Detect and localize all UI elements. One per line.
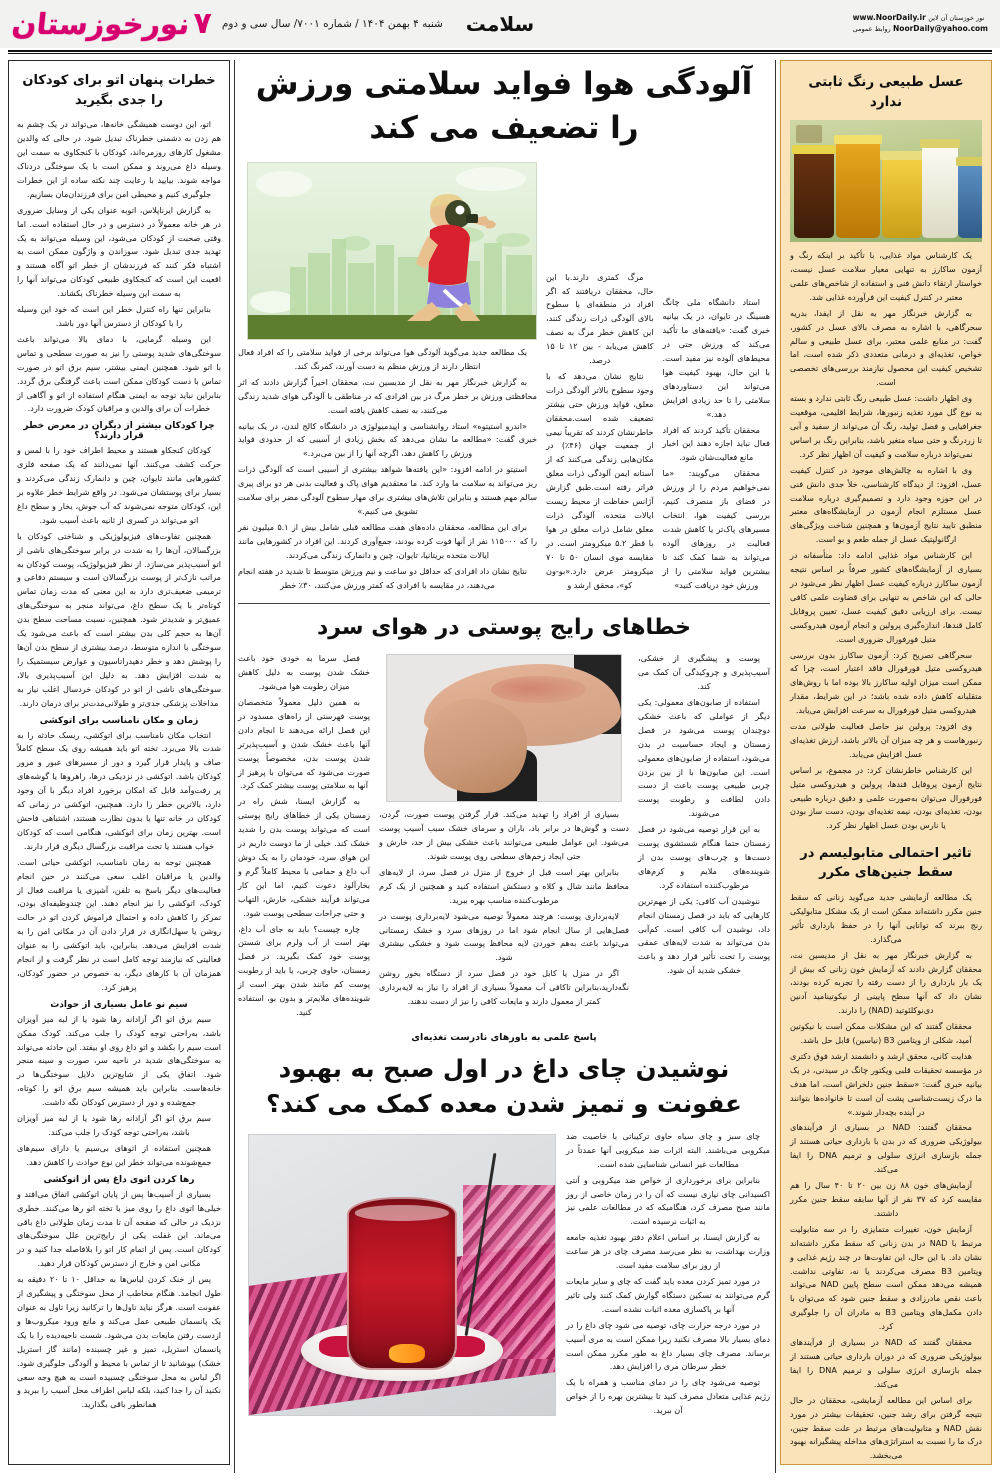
miscarriage-article-title: تاثیر احتمالی متابولیسم در سقط جنین‌های مکرر xyxy=(800,846,972,881)
paragraph: اگر در منزل یا کابل خود در فصل سرد از دستگاه بخور روشن نگه‌دارید،بنابراین تاکافی آب معمولاً بسیاری از افراد را نیاز به لایه‌برداری کمتر از معمول دارند و مایعات کافی را نیز از دست ندهند. xyxy=(379,968,629,1007)
paragraph: به همین دلیل معمولاً متخصصان پوست فهرستی از راه‌های مسدود در این فصل ارائه می‌دهند تا انجام دادن آنها باعث خشک شدن و آسیب‌پذیرتر شدن پوست بدن، مخصوصاً پوست صورت می‌شود که می‌توان با پرهیز از آنها به سلامتی پوست بیشتر کمک کرد. xyxy=(238,697,370,791)
paragraph: اتو، این دوست همیشگی خانه‌ها، می‌تواند در یک چشم به هم زدن به دشمنی خطرناک تبدیل شود. در حالی که والدین مشغول کارهای روزمره‌اند، کودکان با کنجکاوی به سمت این وسیله داغ می‌روند و ممکن است با یک سوختگی دردناک مواجه شوند. بیایید با رعایت چند نکته ساده از این خطرات جلوگیری کنیم و محیطی امن برای فرزندان‌مان بسازیم. xyxy=(17,119,221,199)
paragraph: سحرگاهی تصریح کرد: آزمون ساکارز بدون بررسی هیدروکسی متیل فورفورال فاقد اعتبار است، چرا که ممکن است میزان اولیه ساکارز بالا بوده اما با روش‌های متقلبانه کاهش داده شده باشد؛ در این شرایط، مقدار هیدروکسی متیل فورفورال به سرعت افزایش می‌یابد. xyxy=(790,649,982,716)
subheading: چرا کودکان بیشتر از دیگران در معرض خطر قرار دارند؟ xyxy=(23,421,215,442)
paragraph: پس از خنک کردن لباس‌ها به حداقل ۱۰ تا ۲۰ دقیقه به طول انجامد. هنگام مخاطب از محل سوختگی و پیشگیری از عفونت است. هرگز نباید تاول‌ها را ترکانید زیرا تاول به عنوان یک پانسمان طبیعی عمل می‌کند و مانع ورود میکروب‌ها و ازدست رفتن مایعات بدن می‌شود. شست ناحیه‌دیده را با یک پانسمان استریل، تمیز و غیر چسبنده (مانند گاز استریل خشک) بپوشانید تا از تماس با محیط و آلودگی جلوگیری شود. اگر لباس به محل سوختگی چسبیده است به هیچ وجه سعی نکنید آن را جدا کنید، بلکه لباس اطراف محل آسیب را ببرید و همانطور باقی بگذارید. xyxy=(17,1274,221,1410)
paragraph: این وسیله گرمایی، با دمای بالا می‌تواند باعث سوختگی‌های شدید پوستی را نیز به صورت سطحی و تماس با اتو شود. همچنین ایمنی بیشتر، سیم برق اتو در صورت تماس با دست کودکان ممکن است باعث گرفتگی برق گردد. بنابراین نباید توجه به ایمنی هنگام استفاده از اتو و آگاهی از خطرات آن برای والدین و مراقبان کودک ضرورت دارد. xyxy=(17,333,221,414)
honey-jar xyxy=(836,142,880,238)
paragraph: برای اساس این مطالعه آزمایشی، محققان در حال نتیجه گرفتن برای رشد جنین، تحقیقات بیشتر در مورد نقش NAD و متابولیت‌های مرتبط در علت سقط جنین، درک ما را نسبت به استراتژی‌های مداخله پیشگیرانه بهبود می‌بخشد. xyxy=(790,1394,982,1461)
paragraph: استفاده از صابون‌های معمولی: یکی دیگر از عواملی که باعث خشکی دوچندان پوست می‌شود در فصل زمستان و ایجاد حساسیت در بدن می‌شود، استفاده از صابون‌های معمولی است. این صابون‌ها با از بین بردن چربی طبیعی پوست باعث از دست دادن لطافت و رطوبت پوست می‌شوند. xyxy=(638,697,770,819)
paragraph: نتایج نشان می‌دهد که با وجود سطوح بالاتر آلودگی ذرات معلق، فواید ورزش حتی بیشتر تضعیف شده است.محققان خاطرنشان کردند که تقریباً نیمی از جمعیت جهان (۴۶٪) در مکان‌هایی زندگی می‌کنند که از آستانه ایمن آلودگی ذرات معلق فراتر رفته است.طبق گزارش آژانس حفاظت از محیط زیست ایالات متحده، آلودگی ذرات معلق شامل ذرات معلق در هوا با قطر ۵.۲ میکرومتر است. در مقایسه موی انسان ۵۰ تا ۷۰ میکرومتر عرض دارد.«بو-ون کو»، محقق ارشد و xyxy=(546,370,654,590)
hot-tea-glass-photo xyxy=(248,1134,556,1416)
lead-headline: آلودگی هوا فواید سلامتی ورزش را تضعیف می کند xyxy=(255,66,753,147)
honey-jar xyxy=(922,146,958,238)
paragraph: به این قرار توصیه می‌شود در فصل زمستان حتما هنگام شستشوی پوست دست‌ها و چرب‌های پوست بدن از شوینده‌های ملایم و کرم‌های مرطوب‌کننده استفاده کرد. xyxy=(638,824,770,890)
skin-headline: خطاهای رایج پوستی در هوای سرد xyxy=(316,615,692,641)
paragraph: لایه‌برداری پوست: هرچند معمولاً توصیه می‌شود لایه‌برداری پوست در فصل‌هایی از سال انجام شود اما در روزهای سرد و خشک زمستانی می‌تواند باعث به‌هم خوردن لایه محافظ پوست شود و خشکی بیشتری شود. xyxy=(379,910,629,963)
tea-article-columns xyxy=(238,1130,770,1422)
runner-figure-icon xyxy=(366,186,516,321)
skin-col-mid xyxy=(379,652,629,1022)
lead-col-left xyxy=(663,296,771,594)
honey-article-box xyxy=(780,60,992,1465)
header-divider-rule xyxy=(8,50,992,54)
paragraph: بنابراین تنها راه کنترل خطر این است که خود این وسیله را با کودکان از دسترس آنها دور باشد. xyxy=(17,304,211,328)
website-line xyxy=(853,13,988,24)
paragraph: فصل سرما به خودی خود باعث خشک شدن پوست به دلیل کاهش میزان رطوبت هوا می‌شود. xyxy=(238,653,370,692)
skin-col-right xyxy=(238,652,370,1022)
right-column xyxy=(8,60,230,1473)
paragraph: هدایت کانی، محقق ارشد و دانشمند ارشد فوق دکتری در مؤسسه تحقیقات قلبی ویکتور چانگ در سیدنی، در یک بیانیه خبری گفت: «سقط جنین دلخراش است، اما هدف ما درک زیست‌شناسی پشت آن است تا خانواده‌ها بتوانند در آینده بچه‌دار شوند.» xyxy=(790,1050,982,1117)
pr-label: روابط عمومی xyxy=(852,25,891,33)
paragraph: انتخاب مکان نامناسب برای اتوکشی، ریسک حادثه را به شدت بالا می‌برد. تخته اتو باید همیشه روی یک سطح کاملاً صاف و پایدار قرار گیرد و دور از مسیرهای عبور و مرور کودکان باشد. اتوکشی در نزدیکی درها، راهروها یا گوشه‌های پر رفت‌وآمد قابل که امکان برخورد افراد دیگر با آن وجود دارد، بالاترین خطر را دارد. همچنین، اتوکشی در زمانی که کودکان در خانه تنها یا بدون نظارت هستند، اشتباهی فاحش است. بهترین زمان برای اتوکشی، هنگامی است که کودکان خواب هستند یا تحت مراقبت بزرگسال دیگری قرار دارند. xyxy=(17,729,221,851)
paragraph: بسیاری از افراد را تهدید می‌کند. قرار گرفتن پوست صورت، گردن، دست و گوش‌ها در برابر باد، باران و سرمای خشک سبب آسیب پوست می‌شود. این عوامل طبیعی می‌توانند باعث خشکی بیش از حد، خارش و حتی ایجاد زخم‌های سطحی روی پوست شوند. xyxy=(379,809,629,862)
paragraph: نتایج نشان داد افرادی که حداقل دو ساعت و نیم ورزش متوسط تا شدید در هفته انجام می‌دهند، در مقایسه با افرادی که کمتر ورزش می‌کنند، ۳۰٪ خطر xyxy=(238,565,527,590)
tea-photo-wrap xyxy=(238,1130,556,1422)
paragraph: آزمایش‌های خون ۸۸ زن بین ۲۰ تا ۴۰ سال را هم مقایسه کرد که ۳۷ نفر از آنها سابقه سقط جنین مکرر داشتند. xyxy=(790,1180,982,1218)
honey-article-title: عسل طبیعی رنگ ثابتی ندارد xyxy=(808,74,964,110)
lead-col-right xyxy=(238,162,537,594)
paragraph: به گزارش ایرناپلاس، اتوبه عنوان یکی از وسایل ضروری در هر خانه معمولاً در دسترس و در حال استفاده است. اما وقتی صحبت از کودکان می‌شود، این وسیله می‌تواند به یک تهدید جدی تبدیل شود. سوزاندن و واژگون ممکن است به اشتباه فکر کنند که فرزندشان از خطر اتو آگاه هستند و اقعیت این است که کنجکاوی طبیعی کودکان می‌تواند آنها را به سمت این وسیله خطرناک بکشاند. xyxy=(17,204,221,299)
paragraph: پوست و پیشگیری از خشکی، آسیب‌پذیری و چروکیدگی آن کمک می کند. xyxy=(638,653,770,692)
paragraph: یک مطالعه جدید می‌گوید آلودگی هوا می‌تواند برخی از فواید سلامتی را که افراد فعال انتظار دارند از ورزش منظم به دست آورند، کمرنگ کند. xyxy=(238,347,527,371)
paragraph: وی اظهار داشت: عسل طبیعی رنگ ثابتی ندارد و بسته به نوع گل مورد تغذیه زنبورها، شرایط اقلیمی، موقعیت جغرافیایی و فصل تولید، رنگ آن می‌تواند از سفید و آبی تا زردرنگ و حتی سیاه متغیر باشد، بنابراین رنگ بر اساس نمی‌تواند درباره سلامت و کیفیت آن اظهار نظر کرد. xyxy=(790,393,982,459)
honey-jar xyxy=(794,152,834,238)
paragraph: به گزارش خبرنگار مهر به نقل از مدیسین نت، محققان گزارش دادند که آزمایش خون زنانی که بیش از یک بار بارداری را از دست رفته را تجربه کرده بودند، نشان داد که آنها سطح پایینی از نیکوتینامید آدنین دی‌نوکلئوتید (NAD) را دارند. xyxy=(790,949,982,1016)
paragraph: بسیاری از آسیب‌ها پس از پایان اتوکشی اتفاق می‌افتد و خیلی‌ها اتوی داغ را روی میز یا تخته اتو رها می‌کنند. خطری نزدیک در حالی که صفحه آن تا مدت زمان طولانی داغ باقی می‌ماند. این غفلت یکی از رایج‌ترین علل سوختگی‌های کودکان است. پس از اتمام کار اتو را بلافاصله جدا کنید و در مکانی امن و خارج از دسترس کودکان قرار دهید. xyxy=(17,1188,221,1269)
lead-col-mid xyxy=(546,271,654,595)
paragraph: کودکان کنجکاو هستند و محیط اطراف خود را با لمس و حرکت کشف می‌کنند. آنها نمی‌دانند که یک صفحه فلزی کشورهایی مانند تایوان، چین و دانمارک زندگی می‌کردند و بسیار برای پوستشان می‌شود. در واقع شرایط خطر علاوه بر این، کودکان متوجه نمی‌شوند که آب جوش، بخار و سطح داغ اتو می‌تواند در کسری از ثانیه باعث آسیب شود. xyxy=(17,445,221,525)
paragraph: به گزارش ایسنا، بر اساس اعلام دفتر بهبود تغذیه جامعه وزارت بهداشت، به نظر می‌رسد مصرف چای در هر ساعت از روز برای سلامت مفید است. xyxy=(566,1232,770,1271)
paragraph: محققان می‌گویند: «ما نمی‌خواهیم مردم را از ورزش در فضای باز منصرف کنیم، بررسی کیفیت هوا، انتخاب مسیرهای پاک‌تر یا کاهش شدت فعالیت در روزهای آلوده می‌تواند به شما کمک کند تا بیشترین فواید سلامتی را از ورزش خود دریافت کنید» xyxy=(662,468,770,590)
lead-article-columns xyxy=(238,162,770,594)
tea-glass-shape xyxy=(347,1197,457,1371)
paragraph: سیم برق اتو اگر آزادانه رها شود یا از لبه میز آویزان باشد، به‌راحتی توجه کودک را جلب می‌کند. کودک ممکن است سیم را بکشد و اتو داغ روی او بیفتد. این حادثه می‌تواند به سوختگی‌های شدید در ناحیه سر، صورت و سینه منجر شود. اتفاق یکی از شایع‌ترین دلایل سوختگی‌ها در خانه‌هاست. بنابراین باید همیشه سیم برق اتو را کوتاه، جمع‌شده و دور از دسترس کودکان نگه داشت. xyxy=(17,1013,221,1108)
center-column xyxy=(238,60,770,1473)
paragraph: چای سبز و چای سیاه حاوی ترکیباتی با خاصیت ضد میکروبی می‌باشند. البته اثرات ضد میکروبی آنها عمدتاً در مطالعات غیر انسانی شناسایی شده است. xyxy=(566,1130,770,1169)
masthead xyxy=(0,0,1000,48)
paragraph: همچنین تفاوت‌های فیزیولوژیکی و شناختی کودکان با بزرگسالان، آن‌ها را به شدت در برابر سوختگی‌های ناشی از اتو آسیب‌پذیر می‌سازد. از نظر فیزیولوژیک، پوست کودکان به مراتب نازک‌تر از پوست بزرگسالان است و سیستم دفاعی و ترمیمی ضعیف‌تری دارد به این معنی که مدت زمان تماس کوتاه‌تر با یک سطح داغ، می‌تواند منجر به سوختگی‌های عمیق‌تر و شدیدتر شود. همچنین، نسبت مساحت سطح بدن آن‌ها به حجم کلی بدن بیشتر است که باعث می‌شود یک سوختگی با اندازه متوسط، درصد بیشتری از سطح بدن آن‌ها را پوشش دهد و خطر دهیدراتاسیون و عوارض سیستمیک را به شدت افزایش دهد. به دلیل این آسیب‌پذیری بالا، سوختگی‌های ناشی از اتو در کودکان خردسال اغلب نیاز به مداخلات پزشکی جدی‌تر و طولانی‌مدت‌تر برای درمان دارند. xyxy=(17,530,221,708)
paragraph: یک کارشناس مواد غذایی، با تأکید بر اینکه رنگ و آزمون ساکارز به تنهایی معیار سلامت عسل نیست، خواستار ارتقاء دانش فنی و استفاده از شاخص‌های علمی معتبر در کنترل کیفیت این فرآورده غذایی شد. xyxy=(790,250,982,302)
paragraph: در مورد تمیز کردن معده باید گفت که چای و سایر مایعات گرم می‌توانند به تسکین دستگاه گوارش کمک کنند ولی تاثیر آنها بر پاکسازی معده اثبات نشده است. xyxy=(566,1275,770,1314)
online-label: نور خوزستان آن لاین xyxy=(928,14,985,23)
paragraph: همچنین توجه به زمان نامناسب، اتوکشی حیاتی است. والدین یا مراقبان اغلب سعی می‌کنند در حین انجام فعالیت‌های دیگر باسخ به تلفن، آشپزی یا مراقبت فعال از کودک، اتوکشی را نیز انجام دهند. این چندوظیفه‌ای بودن، تمرکز را کاهش داده و احتمال فراموش کردن اتو در حالت روشن یا سهل‌انگاری در قرار دادن آن در مکانی امن را به شدت افزایش می‌دهد. بنابراین، باید اتوکشی را به عنوان فعالیتی که نیازمند توجه کامل است در نظر گرفت و از انجام همزمان آن با کارهای دیگر، به خصوص در حضور کودکان، پرهیز کرد. xyxy=(17,856,221,992)
skin-col-left xyxy=(638,652,770,1022)
paragraph: بنابراین برای برخورداری از خواص ضد میکروبی و آنتی اکسیدانی چای نیازی نیست که آن را در زمان خاصی از روز مانند صبح مصرف کرد، هنگامیکه که در مطالعات علمی نیز به اثبات نرسیده است. xyxy=(566,1174,770,1227)
paragraph: مرگ کمتری دارند.با این حال، محققان دریافتند که اگر افراد در منطقه‌ای با سطوح بالای آلودگی ذرات زندگی کنند، این کاهش خطر مرگ به نصف کاهش می‌یابد - بین ۱۲ تا ۱۵ درصد. xyxy=(546,271,654,366)
paragraph: محققان گفتند که NAD در بسیاری از فرآیندهای بیولوژیکی ضروری که در دوران بارداری حیاتی هستند از جمله بازسازی انرژی سلولی و ترمیم DNA را ایفا می‌کند. xyxy=(790,1337,982,1389)
subheading: زمان و مکان نامناسب برای اتوکشی xyxy=(39,715,199,726)
paragraph: آزمایش خون، تغییرات متمایزی را در سه متابولیت مرتبط با NAD در بدن زنانی که سقط مکرر داشته‌اند نشان داد. با این حال، این تفاوت‌ها در چند رژیم غذایی و ویتامین B3 مصرف می‌کردند یا نه، تفاوتی نداشت. همیشه می‌دهد ممکن است سطح پایین NAD می‌تواند باعث نقص مادرزادی و سقط جنین شود که می‌توان با دادن مکمل‌های ویتامین B3 به مادران آن را جلوگیری کرد. xyxy=(790,1223,982,1332)
paragraph: همچنین استفاده از اتوهای بی‌سیم یا دارای سیم‌های جمع‌شونده می‌تواند خطر این نوع حوادث را کاهش دهد. xyxy=(17,1142,212,1167)
masthead-left-group xyxy=(12,0,443,48)
contact-lines xyxy=(853,13,988,35)
masthead-contact-group xyxy=(853,13,988,35)
tea-headline: نوشیدن چای داغ در اول صبح به بهبود عفونت و تمیز شدن معده کمک می کند؟ xyxy=(266,1053,742,1119)
paragraph: به گزارش ایسنا، شش راه در زمستان یکی از خطاهای رایج پوستی است که می‌تواند پوست بدن را شدید خشک کند. خیلی از ما دوست داریم در این هوای سرد، خودمان را به یک دوش آب داغ و حمامی با محیط کاملاً گرم و بخارآلود دعوت کنیم، اما این کار می‌تواند فرآیند خشکی، خارش، التهاب و حتی جراحات سطحی پوست شود. xyxy=(238,796,370,918)
paragraph: این کارشناس مواد غذایی ادامه داد: متأسفانه در بسیاری از آزمایشگاه‌های کشور صرفاً بر اساس نتیجه آزمون ساکارز درباره کیفیت عسل اظهار نظر می‌شود در حالی که این شاخص به تنهایی برای قضاوت علمی کافی نیست. برای ارزیابی دقیق کیفیت عسل، تعیین پروفایل کامل قندها، اندازه‌گیری پرولین و انجام آزمون هیدروکسی متیل فورفورال ضروری است. xyxy=(790,550,982,644)
subheading: سیم نو عامل بسیاری از حوادث xyxy=(50,999,188,1010)
website-url[interactable]: www.NoorDaily.ir xyxy=(852,13,926,23)
paragraph: در مورد درجه حرارت چای، توصیه می شود چای داغ را در دمای بسیار بالا مصرف نکنید زیرا ممکن است به مری آسیب برساند. مصرف چای بسیار داغ به طور مکرر ممکن است خطر سرطان مری را افزایش دهد. xyxy=(566,1319,770,1372)
page-body xyxy=(8,60,992,1473)
newspaper-logo: نورخوزستان xyxy=(10,6,192,41)
iron-safety-article-box xyxy=(8,60,230,1465)
paragraph: توصیه می‌شود چای را در دمای مناسب و همراه با یک رژیم غذایی متعادل مصرف کنید تا بیشترین بهره را از خواص آن ببرید. xyxy=(566,1377,770,1416)
iron-safety-title: خطرات پنهان اتو برای کودکان را جدی بگیرید xyxy=(22,73,216,109)
left-column xyxy=(780,60,992,1473)
paragraph: استاد دانشگاه ملی چانگ هسینگ در تایوان، در یک بیانیه خبری گفت: «یافته‌های ما تأکید می‌کند که ورزش حتی در محیط‌های آلوده نیز مفید است. با این حال، بهبود کیفیت هوا می‌تواند این دستاوردهای سلامتی را تا حد زیادی افزایش دهد.» xyxy=(662,297,770,419)
paragraph: وی با اشاره به چالش‌های موجود در کنترل کیفیت عسل، افزود: از دیدگاه کارشناسی، خلأ جدی دانش فنی در این حوزه وجود دارد و تصمیم‌گیری درباره سلامت عسل مستلزم انجام آزمون در آزمایشگاه‌های معتبر منطبق تایید نتایج آزمون‌ها و همچنین شناخت ویژگی‌های ارگانولپتیک عسل از جمله طعم و بو است. xyxy=(790,464,982,545)
paragraph: محققان گفتند: NAD در بسیاری از فرآیندهای بیولوژیکی ضروری که در بدن با بارداری حیاتی هستند از جمله بازسازی انرژی سلولی و ترمیم DNA را ایفا می‌کند. xyxy=(790,1122,982,1175)
honey-jars-photo xyxy=(790,120,982,242)
paragraph: یک مطالعه آزمایشی جدید می‌گوید زنانی که سقط جنین مکرر داشته‌اند ممکن است از یک مشکل متابولیکی رنج ببرند که توانایی آنها را در حفظ بارداری تأثیر می‌گذارد. xyxy=(790,891,982,944)
skin-rash-area xyxy=(491,676,585,704)
section-title: سلامت xyxy=(465,12,535,36)
dateline: شنبه ۴ بهمن ۱۴۰۴ / شماره ۷۰۰۱/ سال سی و دوم xyxy=(221,18,443,30)
tea-kicker: پاسخ علمی به باورهای نادرست تغذیه‌ای xyxy=(411,1031,597,1043)
paragraph: برای این مطالعه، محققان داده‌های هفت مطالعه قبلی شامل بیش از ۵.۱ میلیون نفر را که ۱۱۵۰۰۰ نفر از آنها فوت کرده بودند، جمع‌آوری کردند. این افراد در کشورهایی مانند ایالات متحده بریتانیا، تایوان، چین و دانمارک زندگی می‌کردند. xyxy=(238,521,537,560)
paragraph: بنابراین بهتر است قبل از خروج از منزل در فصل سرد، از لایه‌های محافظ مانند شال و کلاه و دستکش استفاده کنید و همچنین از یک کرم مرطوب‌کننده مناسب بهره ببرید. xyxy=(379,866,629,905)
tea-col-right xyxy=(566,1130,770,1422)
dry-skin-arm-photo xyxy=(386,654,622,802)
paragraph: محققان تأکید کردند که افراد فعال نباید اجازه دهند این اخبار مانع فعالیت‌شان شود. xyxy=(662,424,770,463)
paragraph: چاره چیست؟ باید به جای آب داغ، بهتر است از آب ولرم برای شستن پوست خود کمک بگیرید. در فصل زمستان، حاوی چربی، یا باید از رطوبت پوست کم مانند شدن بهتر است از شوینده‌های ملایم‌تر و بدون بو، استفاده کنید. xyxy=(238,923,370,1017)
column-divider-left xyxy=(775,60,776,1473)
runner-with-gas-mask-illustration xyxy=(247,162,537,340)
masthead-logo-group xyxy=(10,6,212,41)
email-address[interactable]: NoorDaily@yahoo.com xyxy=(893,24,988,33)
paragraph: ننوشیدن آب کافی: یکی از مهم‌ترین کارهایی که باید در فصل زمستان انجام داد، نوشیدن آب کافی است. کم‌آبی بدن می‌تواند به شدت لایه‌های عمقی پوست را تحت تأثیر قرار دهد و باعث خشکی شدید آن شود. xyxy=(638,895,770,976)
honey-jar xyxy=(958,164,982,238)
paragraph: «اندرو استیتوه» استاد روانشناسی و اپیدمیولوژی در دانشگاه کالج لندن، در یک بیانیه خبری گفت: «مطالعه ما نشان می‌دهد که بخش زیادی از آسیبی که از حدودی فواید ورزش را کاهش دهد، اگرچه آنها را از بین می‌برد.» xyxy=(238,420,537,459)
paragraph: به گزارش خبرنگار مهر به نقل از مدیسین نت، محققان اخیراً گزارش دادند که اثر محافظتی ورزش بر خطر مرگ در بین افرادی که در مناطقی با آلودگی هوای شدید زندگی می‌کنند، به نصف کاهش یافته است. xyxy=(238,376,537,415)
paragraph: محققان گفتند که این مشکلات ممکن است با نیکوتین آمید، شکلی از ویتامین B3 (نیاسین) قابل حل باشد. xyxy=(790,1021,972,1046)
page-number: ۷ xyxy=(193,6,212,41)
paragraph: استیتو در ادامه افزود: «این یافته‌ها شواهد بیشتری از آسیبی است که آلودگی ذرات ریز می‌تواند به سلامت ما وارد کند. ما معتقدیم هوای پاک و فعالیت بدنی هر دو برای پیری سالم مهم هستند و بنابراین تلاش‌های بیشتری برای مهار سطوح آلودگی مضر برای سلامت تشویق می کنیم.» xyxy=(238,464,537,516)
paragraph: به گزارش خبرنگار مهر به نقل از ایفدا، بدریه سحرگاهی، با اشاره به مصرف بالای عسل در کشور، گفت: در منابع علمی معتبر، برای عسل طبیعی و سالم خواص، تغذیه‌ای و درمانی متعددی ذکر شده است، اما تشخیص کیفیت این محصول نیازمند بررسی‌های تخصصی است. xyxy=(790,307,982,388)
photo-watermark xyxy=(796,125,822,143)
paragraph: سیم برق اتو اگر آزادانه رها شود یا از لبه میز آویزان باشد، به‌راحتی توجه کودک را جلب می‌کند. xyxy=(17,1113,211,1137)
skin-article-columns xyxy=(238,652,770,1022)
column-divider-right xyxy=(234,60,235,1473)
honey-jar xyxy=(882,158,922,238)
section-divider xyxy=(238,603,770,604)
paragraph: وی افزود: پرولین نیز حاصل فعالیت طولانی مدت زنبورهاست و هر چه میزان آن بالاتر باشد، ارزش تغذیه‌ای عسل افزایش می‌یابد. xyxy=(790,721,982,759)
paragraph: این کارشناس خاطرنشان کرد: در مجموع، بر اساس نتایج آزمون پروفایل قندها، پرولین و هیدروکسی متیل فورفورال می‌توان به‌صورت علمی و دقیق درباره طبیعی بودن، تغذیه‌ای بودن، نیمه تغذیه‌ای بودن، دست ساز بودن یا نارس بودن عسل اظهار نظر کرد. xyxy=(790,764,982,831)
hand-shape xyxy=(424,699,527,792)
email-line xyxy=(853,24,988,35)
subheading: رها کردن اتوی داغ پس از اتوکشی xyxy=(43,1174,195,1185)
